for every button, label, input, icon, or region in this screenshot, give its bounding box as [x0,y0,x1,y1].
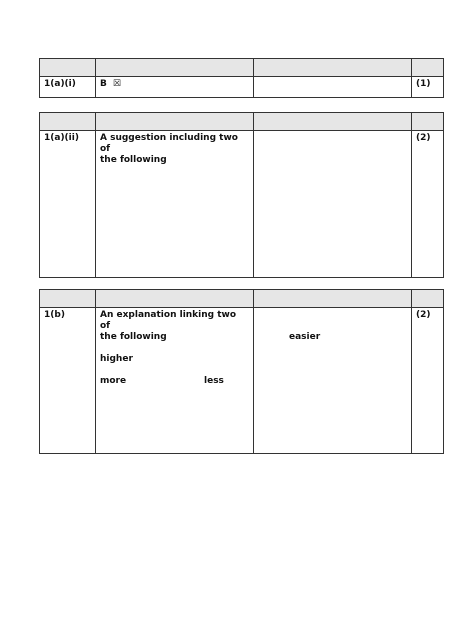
keyword-more: more [100,376,127,386]
keyword-easier: easier [289,332,321,342]
answer-cell [96,77,254,98]
marks-cell: (2) [412,131,444,278]
answer-cell [96,131,254,278]
answer-cell [96,308,254,454]
table-row [40,308,444,454]
guidance-cell [254,77,412,98]
marks-cell: (2) [412,308,444,454]
table-header-row [40,290,444,308]
table-header-row [40,113,444,131]
header-cell [96,59,254,77]
header-cell [40,113,96,131]
markscheme-table-1b [39,289,444,454]
markscheme-table-1a-ii [39,112,444,278]
header-cell [412,59,444,77]
question-number: 1(a)(i) [40,77,96,98]
marks-cell: (1) [412,77,444,98]
answer-text: B [100,79,107,89]
header-cell [96,113,254,131]
header-cell [254,290,412,308]
guidance-cell [254,131,412,278]
question-number: 1(a)(ii) [40,131,96,278]
header-cell [254,59,412,77]
answer-line: the following [100,155,167,165]
table-header-row [40,59,444,77]
keyword-less: less [204,376,224,386]
answer-line: the following [100,332,167,342]
answer-line: A suggestion including two of [100,133,238,154]
header-cell [40,59,96,77]
checked-box-icon: ☒ [112,79,121,89]
keyword-higher: higher [100,354,133,364]
question-number: 1(b) [40,308,96,454]
header-cell [412,113,444,131]
answer-line: An explanation linking two of [100,310,237,331]
header-cell [96,290,254,308]
guidance-cell [254,308,412,454]
header-cell [412,290,444,308]
header-cell [254,113,412,131]
markscheme-table-1a-i [39,58,444,98]
table-row [40,77,444,98]
table-row [40,131,444,278]
header-cell [40,290,96,308]
